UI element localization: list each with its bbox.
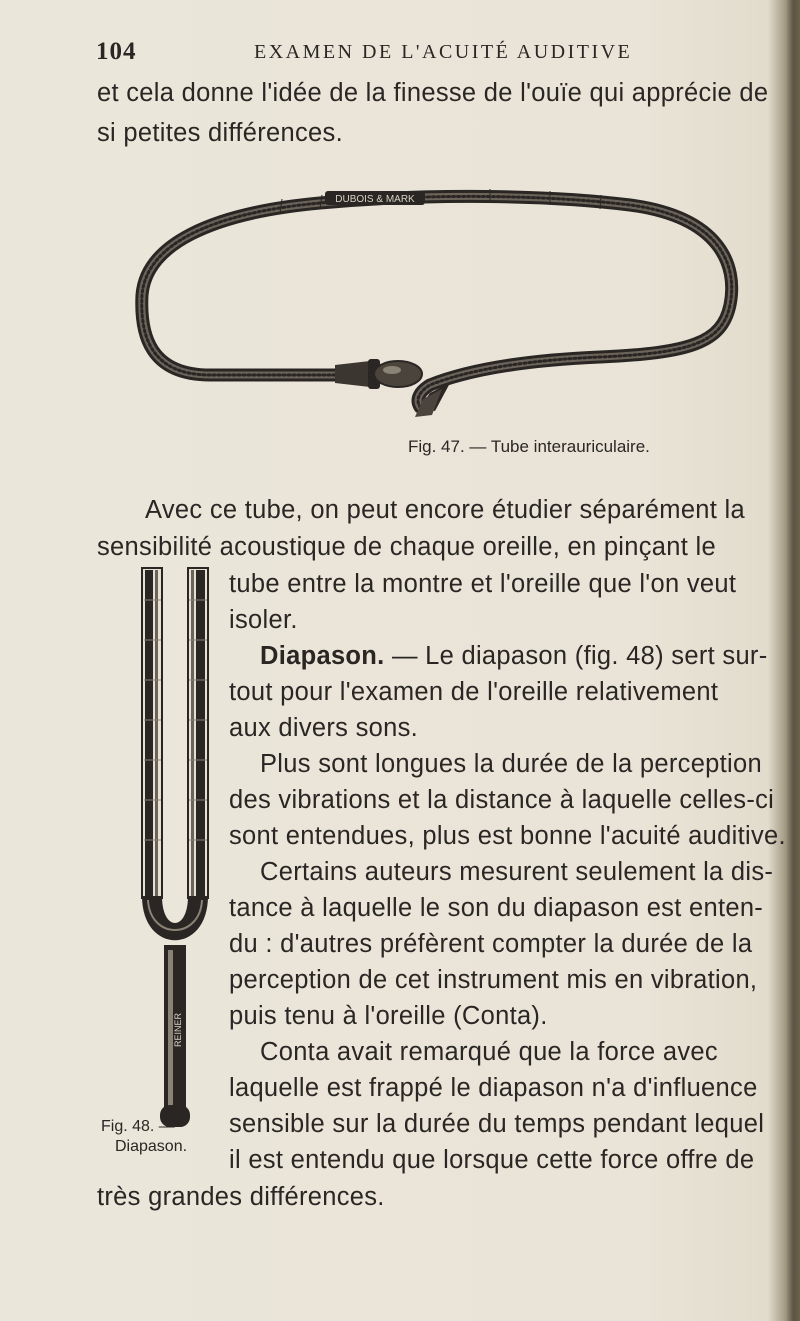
diapason-line-14: il est entendu que lorsque cette force offre de bbox=[229, 1146, 755, 1174]
figure-48-caption-line-1: Fig. 48. — bbox=[101, 1118, 175, 1135]
body-line-3: tube entre la montre et l'oreille que l'on veut bbox=[229, 570, 737, 598]
intro-line-1: et cela donne l'idée de la finesse de l'ouïe qui apprécie de bbox=[97, 79, 769, 107]
diapason-heading: Diapason. bbox=[260, 642, 385, 670]
tube-maker-label: DUBOIS & MARK bbox=[335, 194, 415, 205]
body-line-1: Avec ce tube, on peut encore étudier séparément la bbox=[145, 496, 745, 524]
intro-line-2: si petites différences. bbox=[97, 119, 343, 147]
figure-47-tube-illustration bbox=[130, 185, 750, 425]
diapason-line-12: laquelle est frappé le diapason n'a d'influence bbox=[229, 1074, 758, 1102]
diapason-line-1: tout pour l'examen de l'oreille relativement bbox=[229, 678, 719, 706]
page-number: 104 bbox=[96, 38, 137, 65]
earpiece-left bbox=[335, 359, 422, 389]
figure-48-caption-line-2: Diapason. bbox=[115, 1138, 188, 1155]
page-header bbox=[96, 38, 786, 68]
running-head: EXAMEN DE L'ACUITÉ AUDITIVE bbox=[254, 41, 633, 63]
diapason-line-3: Plus sont longues la durée de la perception bbox=[260, 750, 762, 778]
closing-line: très grandes différences. bbox=[97, 1183, 385, 1211]
diapason-line-8: du : d'autres préfèrent compter la durée de la bbox=[229, 930, 753, 958]
diapason-line-5: sont entendues, plus est bonne l'acuité auditive. bbox=[229, 822, 786, 850]
diapason-line-10: puis tenu à l'oreille (Conta). bbox=[229, 1002, 548, 1030]
diapason-line-7: tance à laquelle le son du diapason est enten- bbox=[229, 894, 764, 922]
body-line-4: isoler. bbox=[229, 606, 298, 634]
figure-48-tuning-fork bbox=[130, 560, 220, 1130]
diapason-line-13: sensible sur la durée du temps pendant lequel bbox=[229, 1110, 765, 1138]
figure-47-caption: Fig. 47. — Tube interauriculaire. bbox=[408, 437, 650, 456]
diapason-line-9: perception de cet instrument mis en vibration, bbox=[229, 966, 758, 994]
diapason-line-4: des vibrations et la distance à laquelle celles-ci bbox=[229, 786, 775, 814]
diapason-heading-line bbox=[260, 640, 768, 672]
diapason-heading-rest: — Le diapason (fig. 48) sert sur- bbox=[384, 642, 768, 670]
fork-stem-label: REINER bbox=[173, 1012, 183, 1048]
page-edge-shadow bbox=[786, 0, 800, 1321]
body-line-2: sensibilité acoustique de chaque oreille, en pinçant le bbox=[97, 533, 716, 561]
diapason-line-11: Conta avait remarqué que la force avec bbox=[260, 1038, 718, 1066]
diapason-line-2: aux divers sons. bbox=[229, 714, 419, 742]
diapason-line-6: Certains auteurs mesurent seulement la dis- bbox=[260, 858, 774, 886]
